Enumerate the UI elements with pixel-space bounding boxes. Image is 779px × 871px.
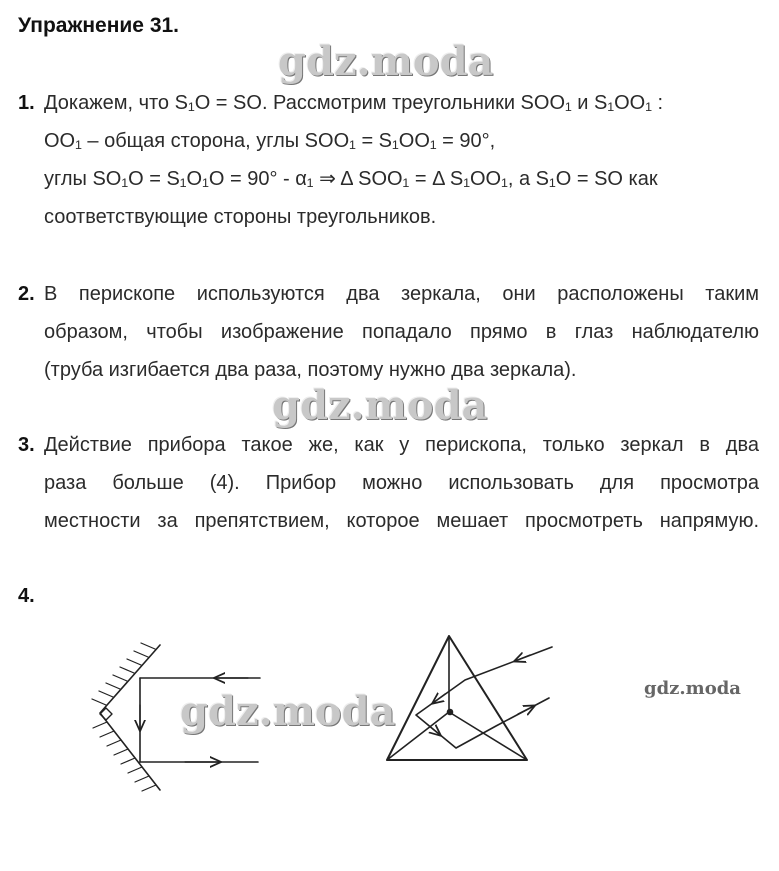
watermark: gdz.moda: [278, 38, 494, 85]
arrow-ray-3: [428, 725, 440, 735]
watermark: gdz.moda: [272, 382, 488, 429]
item-3-line-2: раза больше (4). Прибор можно использовать для просмотра: [44, 472, 759, 494]
item-1-line-2: OO₁ – общая сторона, углы SOO₁ = S₁OO₁ = 90°,: [44, 130, 496, 152]
item-number-1: 1.: [18, 92, 35, 114]
item-3-line-3: местности за препятствием, которое мешает просмотреть напрямую.: [44, 510, 759, 532]
page-title: Упражнение 31.: [18, 14, 180, 37]
watermark: gdz.moda: [180, 688, 396, 735]
prism-median-right: [449, 712, 527, 760]
prism-diagram: [387, 636, 552, 760]
item-number-3: 3.: [18, 434, 35, 456]
item-1-line-3: углы SO₁O = S₁O₁O = 90° - α₁ ⇒ Δ SOO₁ = Δ S₁OO₁, а S₁O = SO как: [44, 168, 658, 190]
prism-center: [448, 710, 453, 715]
hatch-lower: [93, 722, 156, 791]
item-number-4: 4.: [18, 585, 35, 607]
prism-outline: [387, 636, 527, 760]
item-2-line-1: В перископе используются два зеркала, они расположены таким: [44, 283, 759, 305]
arrow-ray-1: [515, 655, 530, 661]
item-2-line-2: образом, чтобы изображение попадало прямо в глаз наблюдателю: [44, 321, 759, 343]
arrow-ray-2: [433, 694, 445, 703]
hatch-upper: [92, 643, 155, 705]
prism-median-left: [387, 712, 449, 760]
item-3-line-1: Действие прибора такое же, как у перископа, только зеркал в два: [44, 434, 759, 456]
item-1-line-1: Докажем, что S₁O = SO. Рассмотрим треугольники SOO₁ и S₁OO₁ :: [44, 92, 664, 114]
item-2-line-3: (труба изгибается два раза, поэтому нужно два зеркала).: [44, 359, 577, 381]
watermark-small: gdz.moda: [644, 678, 741, 699]
arrow-ray-4: [518, 706, 534, 714]
item-1-line-4: соответствующие стороны треугольников.: [44, 206, 437, 228]
item-number-2: 2.: [18, 283, 35, 305]
